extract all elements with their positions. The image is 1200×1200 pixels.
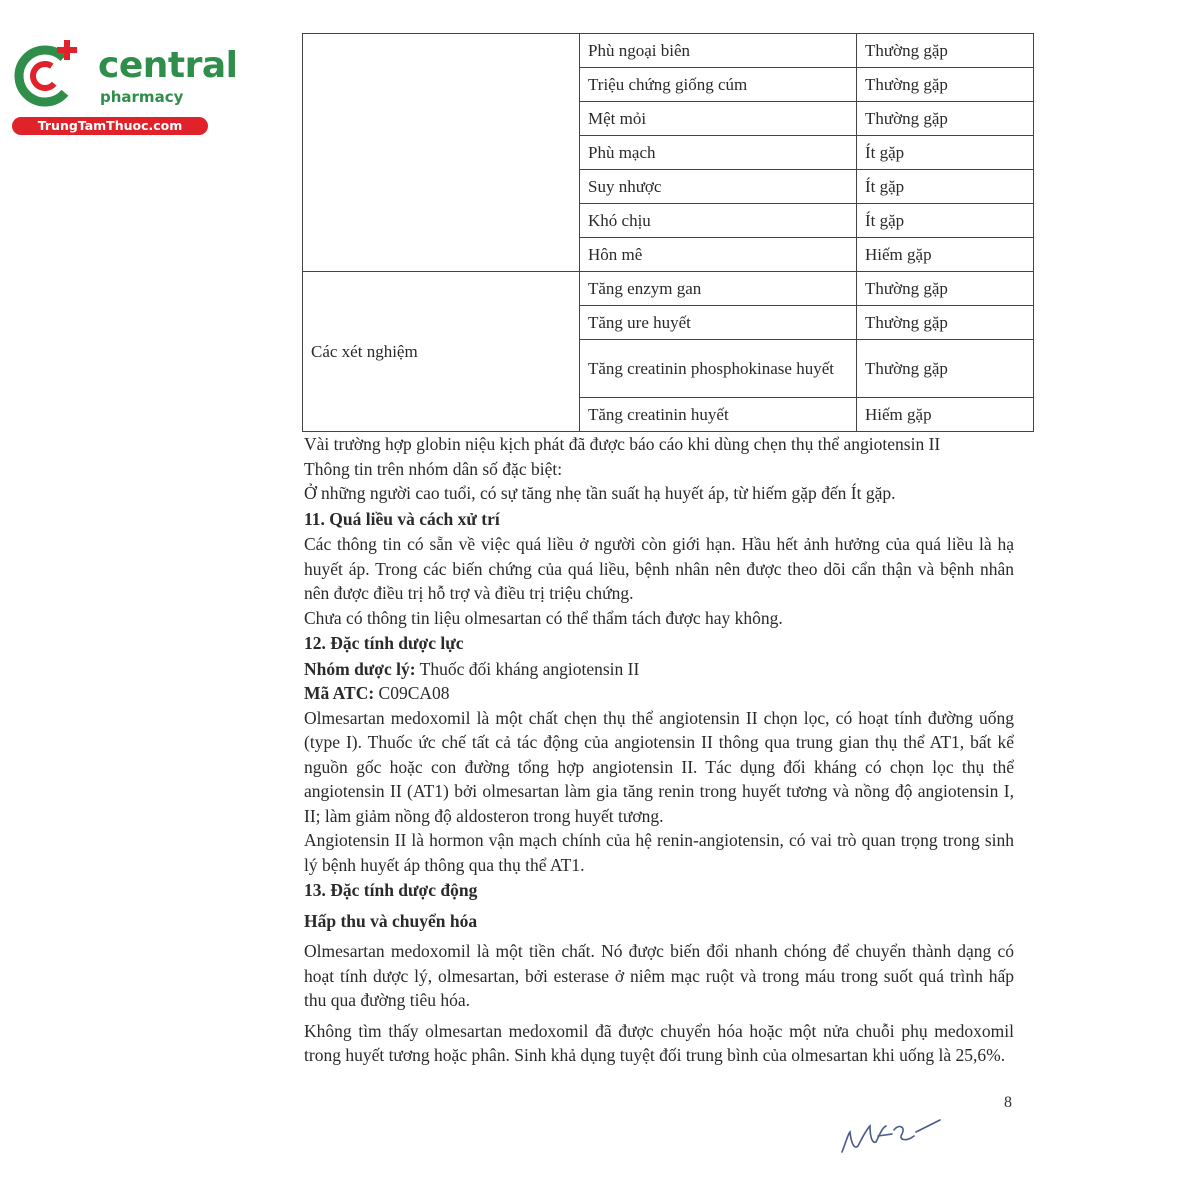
paragraph: Ở những người cao tuổi, có sự tăng nhẹ tần suất hạ huyết áp, từ hiếm gặp đến Ít gặp. — [304, 483, 896, 503]
adverse-effects-table — [302, 33, 1034, 432]
central-pharmacy-logo — [12, 38, 238, 138]
frequency-cell: Ít gặp — [857, 204, 1034, 238]
paragraph: Thông tin trên nhóm dân số đặc biệt: — [304, 458, 563, 479]
effect-cell: Tăng creatinin huyết — [580, 398, 857, 432]
frequency-cell: Thường gặp — [857, 272, 1034, 306]
group-label-cell: Các xét nghiệm — [303, 272, 580, 432]
effect-cell: Suy nhược — [580, 170, 857, 204]
section-heading-12: 12. Đặc tính dược lực — [304, 633, 464, 653]
effect-cell: Tăng ure huyết — [580, 306, 857, 340]
section-heading-11: 11. Quá liều và cách xử trí — [304, 508, 500, 529]
pharmacologic-group-value: Thuốc đối kháng angiotensin II — [415, 658, 640, 679]
table-row — [303, 272, 1034, 306]
frequency-cell: Thường gặp — [857, 34, 1034, 68]
table-row — [303, 34, 1034, 68]
frequency-cell: Thường gặp — [857, 340, 1034, 398]
frequency-cell: Thường gặp — [857, 68, 1034, 102]
paragraph: Vài trường hợp globin niệu kịch phát đã được báo cáo khi dùng chẹn thụ thể angiotensin II — [304, 434, 941, 454]
atc-code-label: Mã ATC: — [304, 683, 375, 703]
paragraph: Angiotensin II là hormon vận mạch chính của hệ renin-angiotensin, có vai trò quan trọng trong sinh lý bệnh huyết áp thông qua thụ thể AT1. — [304, 830, 1014, 875]
logo-brand-sub: pharmacy — [100, 88, 184, 106]
logo-brand-name: central — [98, 45, 238, 86]
pharmacologic-group-line — [304, 657, 1014, 682]
paragraph: Chưa có thông tin liệu olmesartan có thể thẩm tách được hay không. — [304, 607, 783, 628]
frequency-cell: Thường gặp — [857, 306, 1034, 340]
effect-cell: Tăng enzym gan — [580, 272, 857, 306]
frequency-cell: Ít gặp — [857, 136, 1034, 170]
paragraph: Không tìm thấy olmesartan medoxomil đã được chuyển hóa hoặc một nửa chuỗi phụ medoxomil trong huyết tương hoặc phân. Sinh khả dụng tuyệt đối trung bình của olmesartan khi uống là 25,6%. — [304, 1020, 1014, 1065]
page-number: 8 — [1004, 1094, 1012, 1111]
frequency-cell: Ít gặp — [857, 170, 1034, 204]
paragraph: Các thông tin có sẵn về việc quá liều ở người còn giới hạn. Hầu hết ảnh hưởng của quá liều là hạ huyết áp. Trong các biến chứng của quá liều, bệnh nhân nên được theo dõi cẩn thận và bệnh nhân nên được điều trị hỗ trợ và điều trị triệu chứng. — [304, 534, 1014, 603]
effect-cell: Phù mạch — [580, 136, 857, 170]
group-label-cell — [303, 34, 580, 272]
frequency-cell: Hiếm gặp — [857, 238, 1034, 272]
atc-code-line — [304, 681, 1014, 706]
pharmacologic-group-label: Nhóm dược lý: — [304, 658, 416, 679]
logo-url-badge: TrungTamThuoc.com — [12, 117, 208, 135]
handwritten-signature — [836, 1112, 946, 1162]
effect-cell: Hôn mê — [580, 238, 857, 272]
paragraph: Olmesartan medoxomil là một tiền chất. Nó được biến đổi nhanh chóng để chuyển thành dạng có hoạt tính dược lý, olmesartan, bởi esterase ở niêm mạc ruột và trong máu trong suốt quá trình hấp thu qua đường tiêu hóa. — [304, 941, 1014, 1010]
subsection-heading: Hấp thu và chuyển hóa — [304, 910, 478, 931]
document-body — [304, 432, 1014, 1068]
atc-code-value: C09CA08 — [374, 683, 450, 703]
effect-cell: Triệu chứng giống cúm — [580, 68, 857, 102]
central-logo-icon — [12, 38, 84, 110]
frequency-cell: Thường gặp — [857, 102, 1034, 136]
frequency-cell: Hiếm gặp — [857, 398, 1034, 432]
effect-cell: Phù ngoại biên — [580, 34, 857, 68]
paragraph: Olmesartan medoxomil là một chất chẹn thụ thể angiotensin II chọn lọc, có hoạt tính đường uống (type I). Thuốc ức chế tất cả tác động của angiotensin II thông qua trung gian thụ thể AT1, bất kể nguồn gốc hoặc con đường tổng hợp angiotensin II. Tác dụng đối kháng có chọn lọc thụ thể angiotensin II (AT1) bởi olmesartan làm gia tăng renin trong huyết tương và nồng độ angiotensin I, II; làm giảm nồng độ aldosteron trong huyết tương. — [304, 707, 1014, 826]
section-heading-13: 13. Đặc tính dược động — [304, 880, 478, 900]
effect-cell: Tăng creatinin phosphokinase huyết — [580, 340, 857, 398]
effect-cell: Khó chịu — [580, 204, 857, 238]
effect-cell: Mệt mỏi — [580, 102, 857, 136]
